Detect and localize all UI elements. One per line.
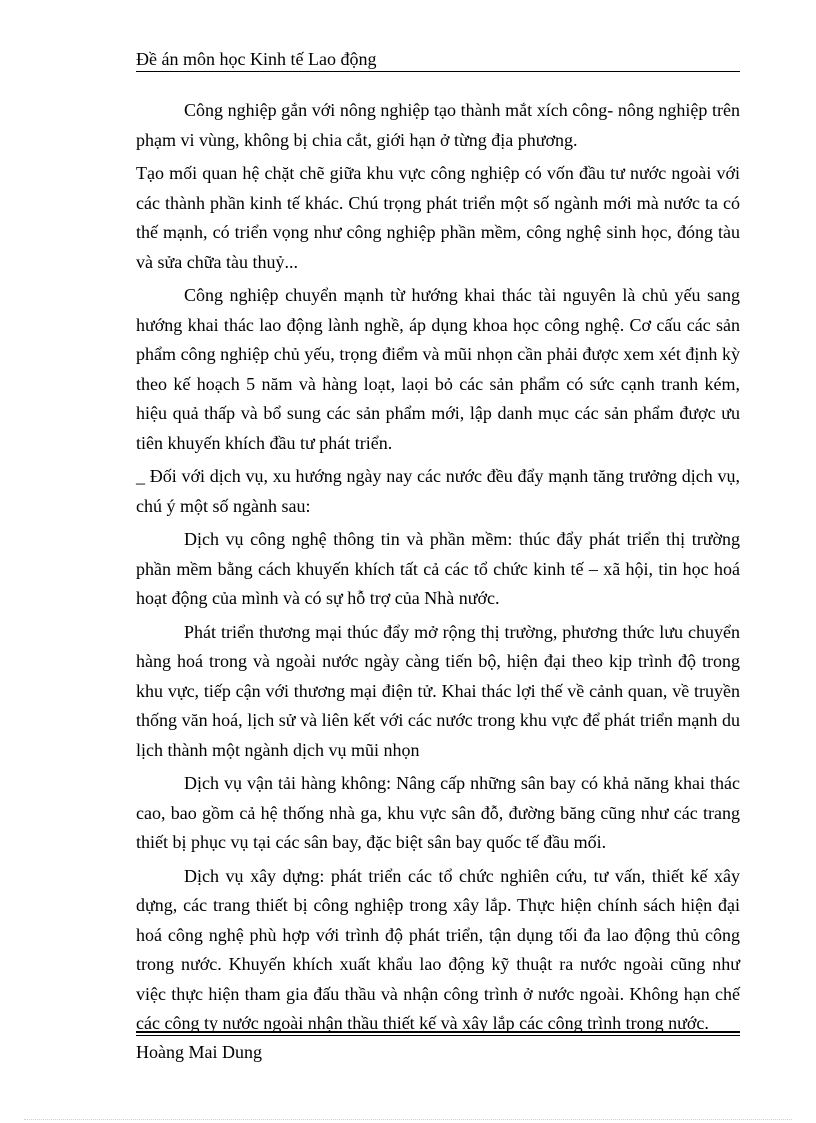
paragraph-construction: Dịch vụ xây dựng: phát triển các tổ chức nghiên cứu, tư vấn, thiết kế xây dựng, các trang thiết bị công nghiệp trong xây lắp. Thực hiện chính sách hiện đại hoá công nghệ phù hợp với trình độ phát triển, tận dụng tối đa lao động thủ công trong nước. Khuyến khích xuất khẩu lao động kỹ thuật ra nước ngoài cũng như việc thực hiện tham gia đấu thầu và nhận công trình ở nước ngoài. Không hạn chế các công ty nước ngoài nhận thầu thiết kế và xây lắp các công trình trong nước.: [136, 865, 740, 1033]
footer-author: Hoàng Mai Dung: [136, 1042, 262, 1062]
paragraph-fdi-relations: Tạo mối quan hệ chặt chẽ giữa khu vực công nghiệp có vốn đầu tư nước ngoài với các thành phần kinh tế khác. Chú trọng phát triển một số ngành mới mà nước ta có thế mạnh, có triển vọng như công nghiệp phần mềm, công nghệ sinh học, đóng tàu và sửa chữa tàu thuỷ...: [136, 163, 740, 272]
paragraph-industry-agriculture: Công nghiệp gắn với nông nghiệp tạo thành mắt xích công- nông nghiệp trên phạm vi vùng, không bị chia cắt, giới hạn ở từng địa phương.: [136, 100, 740, 150]
footer-divider-thin: [136, 1035, 740, 1036]
document-body: [136, 96, 740, 1043]
paragraph-aviation: Dịch vụ vận tải hàng không: Nâng cấp những sân bay có khả năng khai thác cao, bao gồm cả hệ thống nhà ga, khu vực sân đỗ, đường băng cũng như các trang thiết bị phục vụ tại các sân bay, đặc biệt sân bay quốc tế đầu mối.: [136, 773, 740, 852]
paragraph-it-software: Dịch vụ công nghệ thông tin và phần mềm: thúc đẩy phát triển thị trường phần mềm bằng cách khuyến khích tất cả các tổ chức kinh tế – xã hội, tin học hoá hoạt động của mình và có sự hỗ trợ của Nhà nước.: [136, 529, 740, 608]
paragraph-industry-shift: Công nghiệp chuyển mạnh từ hướng khai thác tài nguyên là chủ yếu sang hướng khai thác lao động lành nghề, áp dụng khoa học công nghệ. Cơ cấu các sản phẩm công nghiệp chủ yếu, trọng điểm và mũi nhọn cần phải được xem xét định kỳ theo kế hoạch 5 năm và hàng loạt, laọi bỏ các sản phẩm có sức cạnh tranh kém, hiệu quả thấp và bổ sung các sản phẩm mới, lập danh mục các sản phẩm được ưu tiên khuyến khích đầu tư phát triển.: [136, 285, 740, 453]
header-divider: [136, 71, 740, 72]
paragraph-commerce-tourism: Phát triển thương mại thúc đẩy mở rộng thị trường, phương thức lưu chuyển hàng hoá trong và ngoài nước ngày càng tiến bộ, hiện đại theo kịp trình độ trong khu vực, tiếp cận với thương mại điện tử. Khai thác lợi thế về cảnh quan, về truyền thống văn hoá, lịch sử và liên kết với các nước trong khu vực để phát triển mạnh du lịch thành một ngành dịch vụ mũi nhọn: [136, 621, 740, 760]
paragraph-services-intro: _ Đối với dịch vụ, xu hướng ngày nay các nước đều đẩy mạnh tăng trưởng dịch vụ, chú ý một số ngành sau:: [136, 466, 740, 516]
footer-divider-thick: [136, 1031, 740, 1033]
page-header-title: Đề án môn học Kinh tế Lao động: [136, 49, 377, 69]
page-bottom-edge: [24, 1119, 792, 1120]
